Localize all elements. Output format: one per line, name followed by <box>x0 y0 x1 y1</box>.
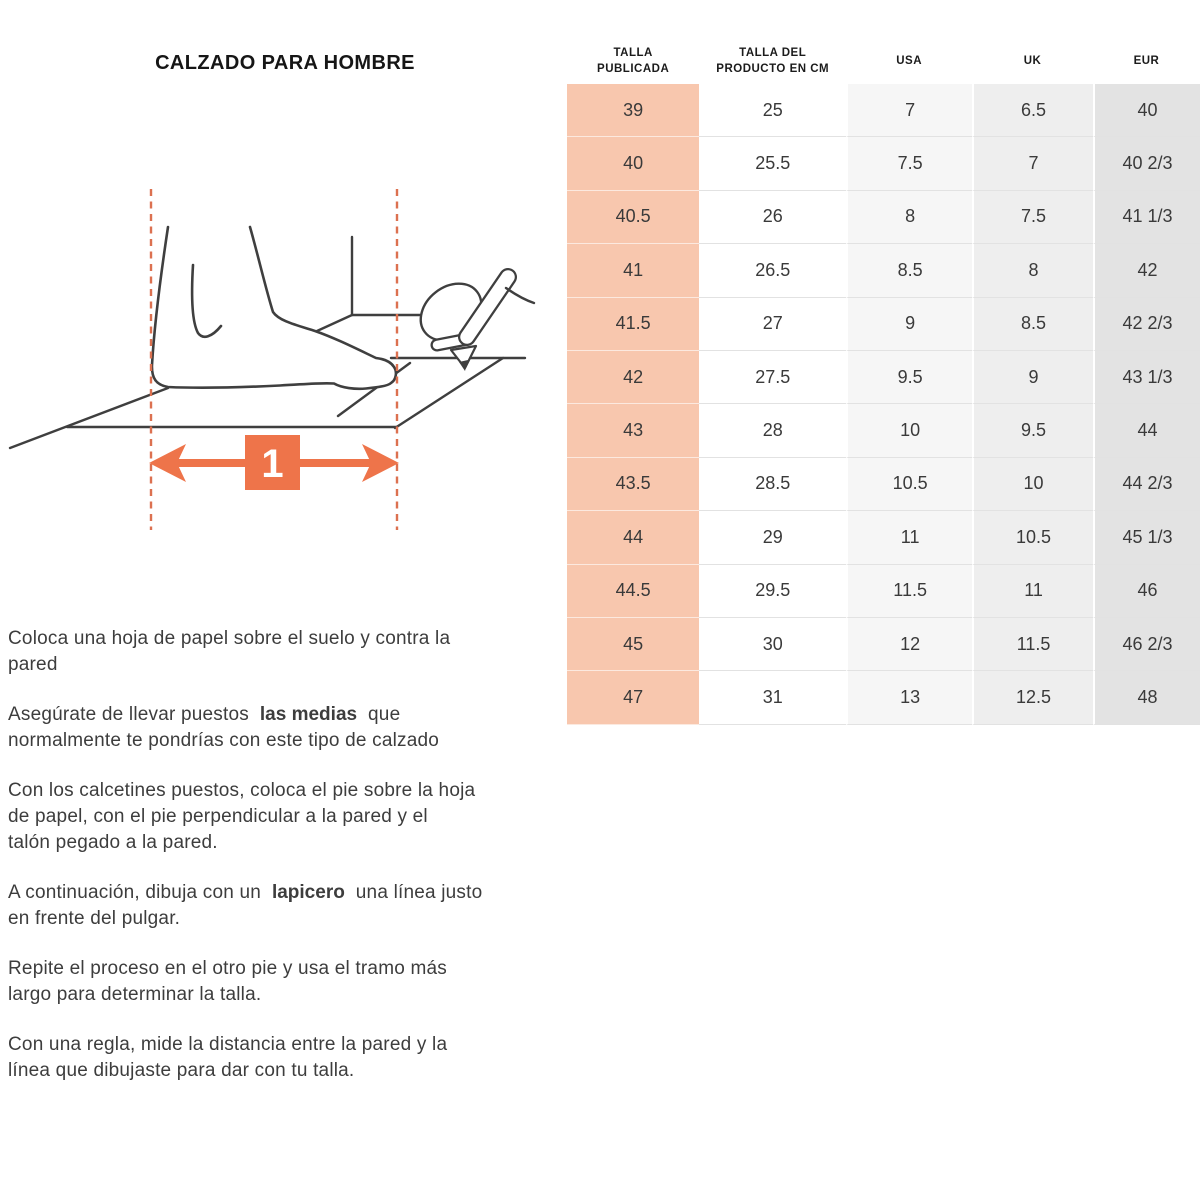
foot-fill <box>152 227 396 389</box>
size-cell: 7.5 <box>846 137 972 190</box>
size-cell: 44 <box>567 511 699 564</box>
wall-corner <box>352 237 424 315</box>
size-row <box>567 84 1200 137</box>
step-1-label: 1 <box>261 442 284 486</box>
size-cell: 43 1/3 <box>1093 351 1200 404</box>
size-cell: 7.5 <box>972 191 1093 244</box>
size-cell: 40 <box>567 137 699 190</box>
paper-left-edge <box>10 388 168 448</box>
size-cell: 25 <box>699 84 846 137</box>
size-cell: 9 <box>846 298 972 351</box>
size-cell: 11.5 <box>972 618 1093 671</box>
size-row <box>567 404 1200 457</box>
size-table <box>567 38 1200 725</box>
size-cell: 44.5 <box>567 565 699 618</box>
size-row <box>567 191 1200 244</box>
column-header: UK <box>1023 54 1042 67</box>
size-cell: 8 <box>846 191 972 244</box>
size-cell: 39 <box>567 84 699 137</box>
instruction-paragraph: Asegúrate de llevar puestos las medias que normalmente te pondrías con este tipo de calzado <box>8 704 440 751</box>
column-header: USA <box>896 54 922 67</box>
size-row <box>567 351 1200 404</box>
size-cell: 41 1/3 <box>1093 191 1200 244</box>
instruction-paragraph: Coloca una hoja de papel sobre el suelo y contra la pared <box>8 628 451 675</box>
size-cell: 27.5 <box>699 351 846 404</box>
size-cell: 8.5 <box>846 244 972 297</box>
size-cell: 26 <box>699 191 846 244</box>
size-row <box>567 671 1200 724</box>
size-row <box>567 298 1200 351</box>
size-cell: 10 <box>972 458 1093 511</box>
size-cell: 10.5 <box>846 458 972 511</box>
size-cell: 29 <box>699 511 846 564</box>
size-cell: 42 <box>1093 244 1200 297</box>
size-cell: 10 <box>846 404 972 457</box>
column-header: TALLA DEL PRODUCTO EN CM <box>716 46 830 75</box>
size-row <box>567 244 1200 297</box>
size-row <box>567 458 1200 511</box>
size-cell: 41 <box>567 244 699 297</box>
column-header: EUR <box>1133 54 1160 67</box>
size-cell: 47 <box>567 671 699 724</box>
size-cell: 9.5 <box>972 404 1093 457</box>
size-cell: 41.5 <box>567 298 699 351</box>
size-cell: 40.5 <box>567 191 699 244</box>
instruction-paragraph: Con una regla, mide la distancia entre la pared y la línea que dibujaste para dar con tu talla. <box>8 1034 448 1081</box>
wrist-line <box>506 288 534 303</box>
size-cell: 42 <box>567 351 699 404</box>
size-cell: 31 <box>699 671 846 724</box>
size-cell: 28.5 <box>699 458 846 511</box>
size-cell: 25.5 <box>699 137 846 190</box>
size-cell: 45 <box>567 618 699 671</box>
size-cell: 44 <box>1093 404 1200 457</box>
size-cell: 43 <box>567 404 699 457</box>
column-header: TALLA PUBLICADA <box>597 46 670 75</box>
measure-arrow <box>149 435 399 490</box>
size-cell: 43.5 <box>567 458 699 511</box>
size-cell: 27 <box>699 298 846 351</box>
size-cell: 46 <box>1093 565 1200 618</box>
hand-with-pencil <box>410 272 534 371</box>
size-cell: 42 2/3 <box>1093 298 1200 351</box>
size-cell: 44 2/3 <box>1093 458 1200 511</box>
size-row <box>567 618 1200 671</box>
paper-top-edge <box>317 315 352 331</box>
size-cell: 11 <box>846 511 972 564</box>
size-cell: 28 <box>699 404 846 457</box>
size-row <box>567 511 1200 564</box>
size-cell: 30 <box>699 618 846 671</box>
size-cell: 46 2/3 <box>1093 618 1200 671</box>
size-cell: 11 <box>972 565 1093 618</box>
size-cell: 40 2/3 <box>1093 137 1200 190</box>
paper-corner-edge <box>395 358 503 428</box>
size-cell: 10.5 <box>972 511 1093 564</box>
size-cell: 7 <box>846 84 972 137</box>
size-cell: 9.5 <box>846 351 972 404</box>
size-cell: 8 <box>972 244 1093 297</box>
size-row <box>567 565 1200 618</box>
size-cell: 8.5 <box>972 298 1093 351</box>
size-cell: 29.5 <box>699 565 846 618</box>
size-cell: 40 <box>1093 84 1200 137</box>
instruction-paragraph: A continuación, dibuja con un lapicero una línea justo en frente del pulgar. <box>8 882 483 929</box>
size-cell: 26.5 <box>699 244 846 297</box>
instructions <box>8 626 593 1108</box>
instruction-paragraph: Con los calcetines puestos, coloca el pie sobre la hoja de papel, con el pie perpendicular a la pared y el talón pegado a la pared. <box>8 780 476 853</box>
size-cell: 48 <box>1093 671 1200 724</box>
size-cell: 11.5 <box>846 565 972 618</box>
size-cell: 12 <box>846 618 972 671</box>
size-table-header <box>567 38 1200 84</box>
size-cell: 9 <box>972 351 1093 404</box>
size-cell: 12.5 <box>972 671 1093 724</box>
instruction-paragraph: Repite el proceso en el otro pie y usa el tramo más largo para determinar la talla. <box>8 958 447 1005</box>
size-table-body <box>567 84 1200 725</box>
size-cell: 7 <box>972 137 1093 190</box>
foot-measurement-illustration <box>0 140 560 560</box>
size-cell: 6.5 <box>972 84 1093 137</box>
page-title: CALZADO PARA HOMBRE <box>155 52 415 74</box>
size-row <box>567 137 1200 190</box>
size-cell: 45 1/3 <box>1093 511 1200 564</box>
size-cell: 13 <box>846 671 972 724</box>
